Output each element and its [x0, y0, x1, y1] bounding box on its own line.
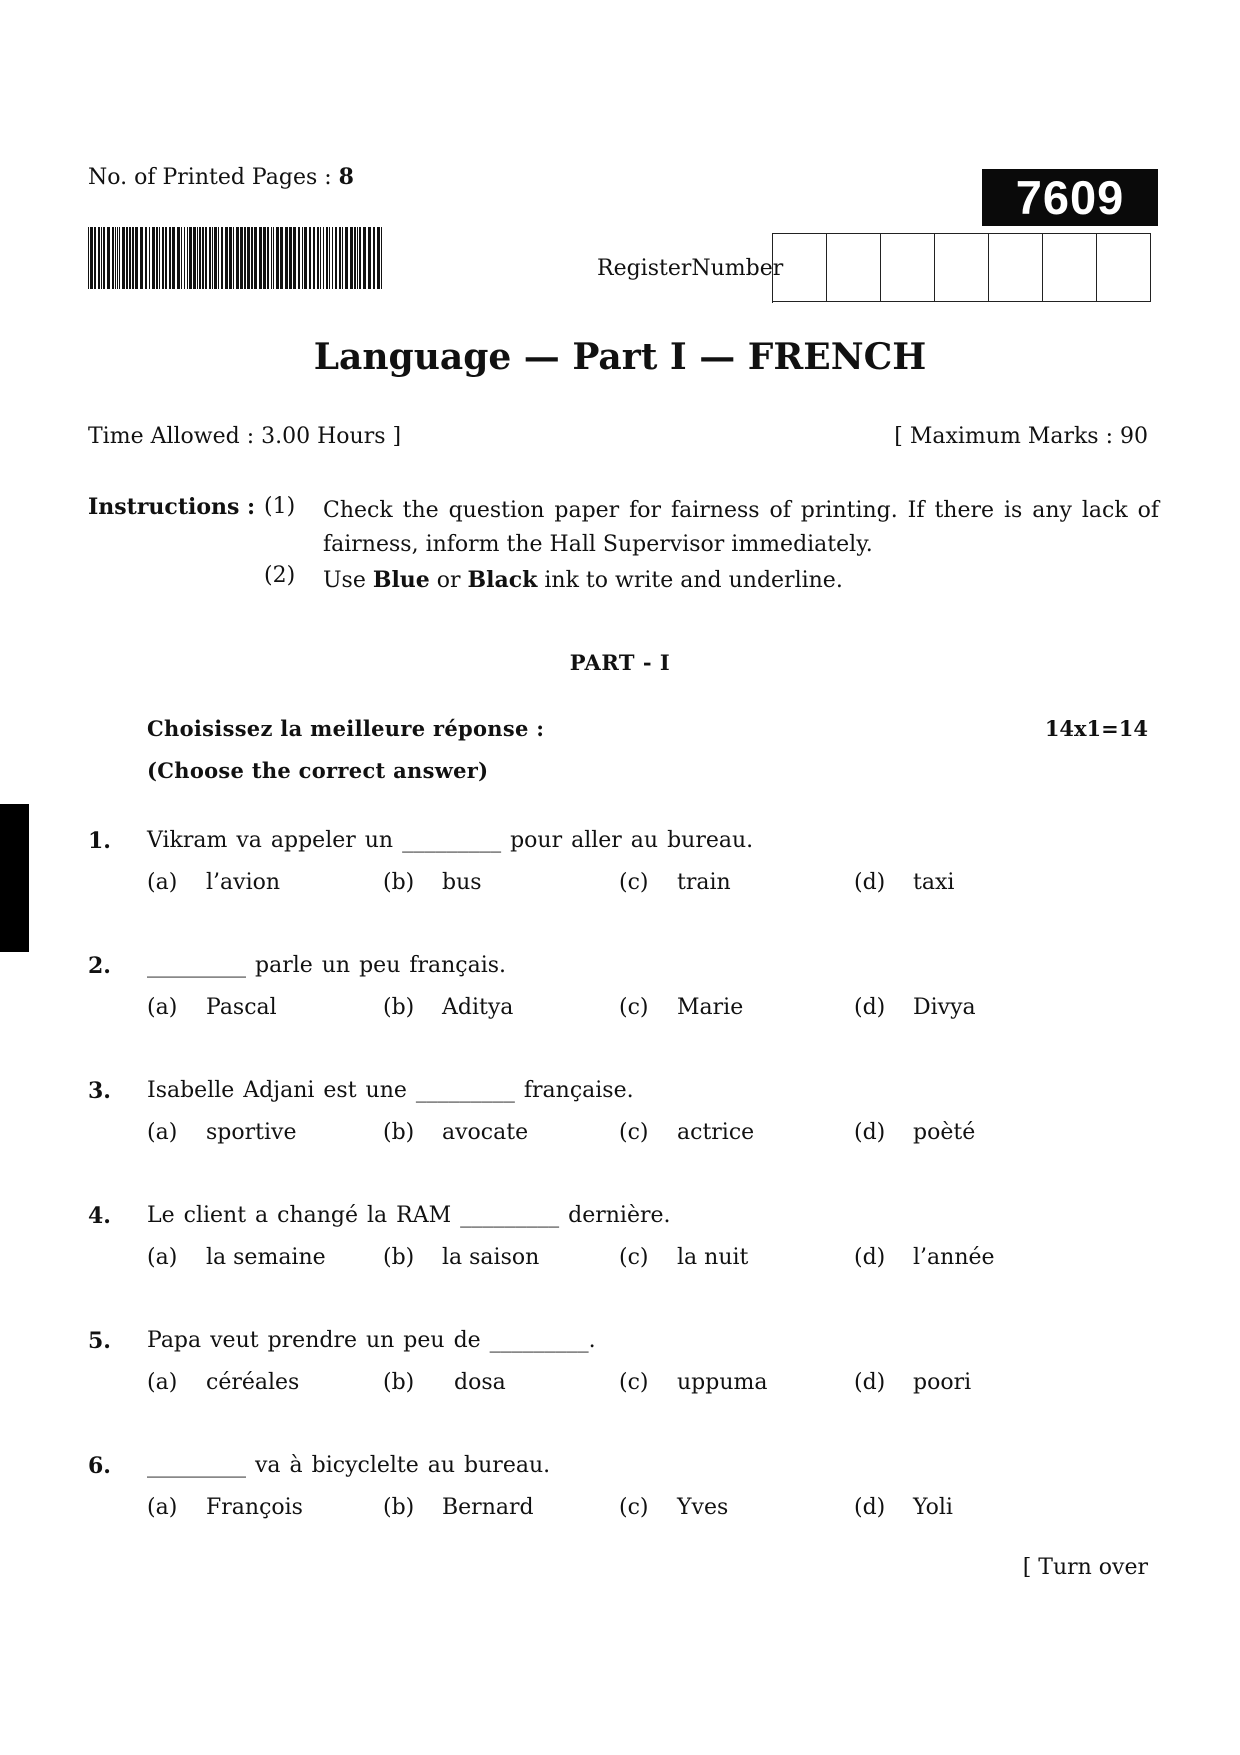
printed-pages-label: [88, 164, 354, 190]
option-letter: (d): [854, 1245, 886, 1270]
time-allowed: Time Allowed : 3.00 Hours ]: [88, 424, 402, 449]
question-number: 2.: [88, 953, 111, 979]
option-text: sportive: [206, 1120, 297, 1145]
instruction-bold-black: Black: [467, 567, 538, 593]
register-digit-box[interactable]: [1043, 233, 1097, 302]
instruction-text: [323, 563, 1159, 598]
register-digit-box[interactable]: [1097, 233, 1151, 302]
option-text: poèté: [913, 1120, 976, 1145]
option-text: l’année: [913, 1245, 995, 1270]
question-stem: Isabelle Adjani est une _________ française.: [147, 1078, 634, 1103]
option-letter: (a): [147, 1245, 178, 1270]
option-text: taxi: [913, 870, 955, 895]
register-number-label: RegisterNumber: [597, 256, 784, 281]
option-text: Divya: [913, 995, 976, 1020]
option-text: l’avion: [206, 870, 281, 895]
option-letter: (d): [854, 1495, 886, 1520]
side-margin-tab: [0, 804, 29, 952]
paper-code-badge: 7609: [982, 169, 1158, 226]
option-letter: (d): [854, 870, 886, 895]
option-letter: (a): [147, 1120, 178, 1145]
register-digit-box[interactable]: [773, 233, 827, 302]
question-number: 1.: [88, 828, 111, 854]
register-number-boxes[interactable]: [772, 233, 1151, 303]
instruction-bold-blue: Blue: [372, 567, 430, 593]
instructions-label: Instructions :: [88, 494, 256, 520]
section-subtitle: (Choose the correct answer): [147, 758, 489, 783]
turn-over-note: [ Turn over: [1022, 1555, 1148, 1580]
option-text: Aditya: [442, 995, 514, 1020]
option-text: Yves: [677, 1495, 729, 1520]
option-letter: (a): [147, 870, 178, 895]
instruction-text: Check the question paper for fairness of printing. If there is any lack of fairness, inform the Hall Supervisor immediately.: [323, 498, 1159, 557]
option-text: François: [206, 1495, 303, 1520]
option-text: la nuit: [677, 1245, 749, 1270]
option-text: avocate: [442, 1120, 529, 1145]
option-letter: (c): [619, 1370, 649, 1395]
question-number: 3.: [88, 1078, 111, 1104]
option-letter: (c): [619, 1245, 649, 1270]
barcode-image: [88, 227, 384, 289]
option-letter: (b): [383, 1245, 415, 1270]
option-text: Marie: [677, 995, 744, 1020]
option-letter: (a): [147, 995, 178, 1020]
option-text: Yoli: [913, 1495, 953, 1520]
option-text: Pascal: [206, 995, 277, 1020]
option-text: actrice: [677, 1120, 755, 1145]
option-letter: (b): [383, 1495, 415, 1520]
option-text: uppuma: [677, 1370, 768, 1395]
option-letter: (a): [147, 1495, 178, 1520]
option-text: Bernard: [442, 1495, 534, 1520]
section-title: Choisissez la meilleure réponse :: [147, 716, 545, 741]
option-text: céréales: [206, 1370, 300, 1395]
option-text: poori: [913, 1370, 972, 1395]
option-text: la semaine: [206, 1245, 326, 1270]
option-letter: (c): [619, 1120, 649, 1145]
maximum-marks: [ Maximum Marks : 90: [894, 424, 1148, 449]
option-text: train: [677, 870, 731, 895]
option-letter: (b): [383, 1370, 415, 1395]
instruction-number: (1): [264, 494, 296, 519]
option-letter: (d): [854, 995, 886, 1020]
question-stem: _________ parle un peu français.: [147, 953, 507, 978]
question-stem: Vikram va appeler un _________ pour aller au bureau.: [147, 828, 754, 853]
instruction-text-part: Use: [323, 568, 373, 593]
option-letter: (b): [383, 995, 415, 1020]
option-letter: (d): [854, 1370, 886, 1395]
printed-pages-count: 8: [338, 164, 354, 190]
instruction-text-part: or: [429, 568, 468, 593]
question-stem: Papa veut prendre un peu de _________.: [147, 1328, 596, 1353]
option-letter: (c): [619, 870, 649, 895]
register-digit-box[interactable]: [989, 233, 1043, 302]
instruction-number: (2): [264, 563, 296, 588]
question-stem: Le client a changé la RAM _________ dernière.: [147, 1203, 671, 1228]
register-digit-box[interactable]: [827, 233, 881, 302]
option-text: la saison: [442, 1245, 540, 1270]
question-number: 5.: [88, 1328, 111, 1354]
page-title: Language — Part I — FRENCH: [313, 336, 927, 378]
instruction-text-part: ink to write and underline.: [537, 568, 843, 593]
option-text: dosa: [454, 1370, 506, 1395]
register-digit-box[interactable]: [881, 233, 935, 302]
option-letter: (c): [619, 995, 649, 1020]
option-letter: (d): [854, 1120, 886, 1145]
option-letter: (b): [383, 1120, 415, 1145]
question-number: 4.: [88, 1203, 111, 1229]
option-text: bus: [442, 870, 482, 895]
printed-pages-text: No. of Printed Pages :: [88, 165, 339, 190]
question-number: 6.: [88, 1453, 111, 1479]
option-letter: (a): [147, 1370, 178, 1395]
question-stem: _________ va à bicyclelte au bureau.: [147, 1453, 551, 1478]
option-letter: (c): [619, 1495, 649, 1520]
option-letter: (b): [383, 870, 415, 895]
register-digit-box[interactable]: [935, 233, 989, 302]
section-marks: 14x1=14: [1044, 716, 1148, 741]
part-heading: PART - I: [569, 650, 671, 675]
